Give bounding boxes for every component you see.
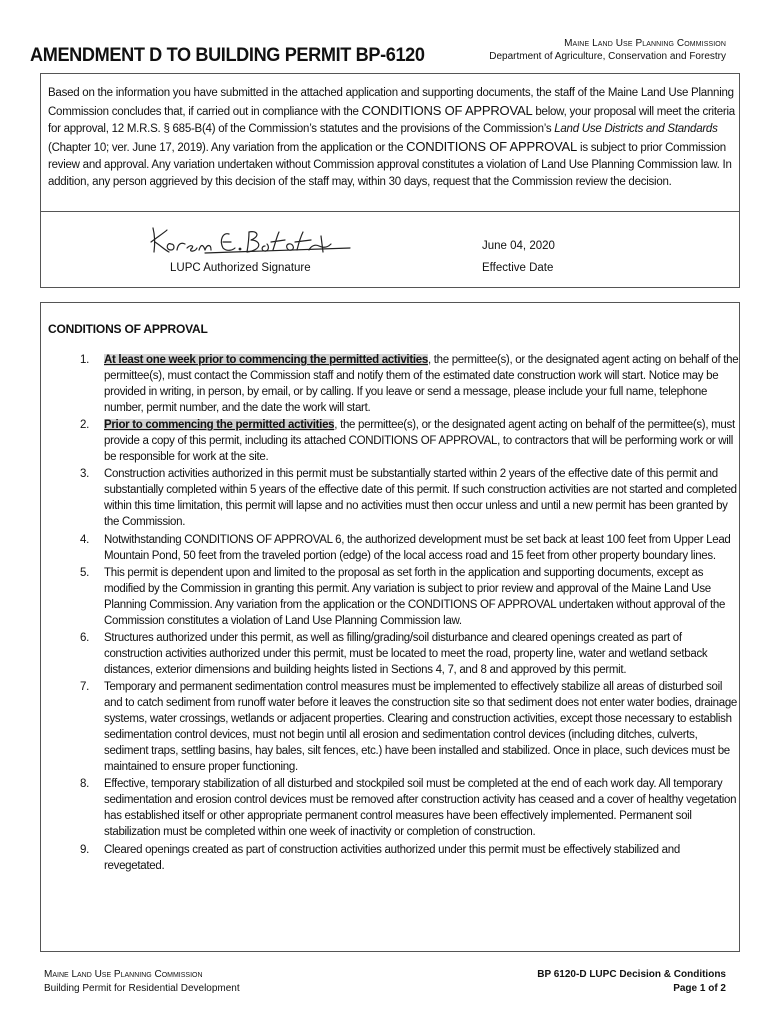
footer-permit-type: Building Permit for Residential Development — [44, 983, 240, 994]
footer-page-number: Page 1 of 2 — [673, 983, 726, 994]
condition-item — [72, 842, 740, 874]
intro-paragraph — [48, 85, 736, 191]
condition-number: 9. — [80, 843, 89, 856]
condition-number: 5. — [80, 566, 89, 579]
org-department: Department of Agriculture, Conservation and Forestry — [489, 51, 726, 62]
condition-text: Notwithstanding CONDITIONS OF APPROVAL 6, the authorized development must be set back at least 100 feet from Upper Lead Mountain Pond, 50 feet from the traveled portion (edge) of the local access road and 15 feet from other property boundary lines. — [104, 533, 731, 562]
condition-text: Temporary and permanent sedimentation control measures must be implemented to effectively stabilize all areas of disturbed soil and to catch sediment from runoff water before it leaves the construction site so that sediment does not enter water bodies, drainage systems, water crossings, wetlands or adjacent properties. Clearing and construction activities, except those necessary to establish sedimentation control devices, must not begin until all erosion and sedimentation control devices (including ditches, culverts, sediment traps, settling basins, hay bales, silt fences, etc.) have been installed and stabilized. Once in place, such devices must be maintained to ensure proper functioning. — [104, 681, 738, 774]
footer-document-id: BP 6120-D LUPC Decision & Conditions — [537, 969, 726, 980]
condition-text: This permit is dependent upon and limited to the proposal as set forth in the application and supporting documents, except as modified by the Commission in granting this permit. Any variation is subject to prior review and approval of the Maine Land Use Planning Commission. Any variation from the application or the CONDITIONS OF APPROVAL undertaken without approval of the Commission constitutes a violation of Land Use Planning Commission law. — [104, 566, 726, 627]
conditions-heading: CONDITIONS OF APPROVAL — [48, 322, 208, 336]
condition-number: 1. — [80, 354, 89, 366]
condition-number: 4. — [80, 533, 89, 546]
condition-lead-highlight: Prior to commencing the permitted activities — [104, 419, 335, 432]
condition-number: 8. — [80, 778, 89, 791]
condition-item — [72, 466, 740, 530]
org-header — [489, 37, 726, 63]
effective-date-value: June 04, 2020 — [482, 240, 555, 252]
condition-text: , the permittee(s), or the designated agent acting on behalf of the permittee(s), must provide a copy of this permit, including its attached CONDITIONS OF APPROVAL, to contractors that will be performing work or will be responsible for work at the site. — [104, 419, 735, 464]
condition-item — [72, 679, 740, 775]
footer-left — [44, 968, 240, 996]
condition-item — [72, 532, 740, 564]
condition-number: 7. — [80, 681, 89, 694]
effective-date-label: Effective Date — [482, 262, 554, 274]
condition-item — [72, 417, 740, 465]
intro-italic-title: Land Use Districts and Standards — [554, 123, 718, 135]
signature-label: LUPC Authorized Signature — [170, 262, 311, 274]
footer-org-name: Maine Land Use Planning Commission — [44, 969, 203, 980]
intro-text-2: below, your proposal will meet the criteria for approval, 12 M.R.S. § 685-B(4) of the Commission’s statutes and the provisions of the Commission’s — [48, 106, 735, 135]
condition-text: Construction activities authorized in this permit must be substantially started within 2 years of the effective date of this permit and substantially completed within 5 years of the effective date of this permit. If such construction activities are not started and completed within this time limitation, this permit will lapse and no activities must then occur unless and until a new permit has been granted by the Commission. — [104, 468, 737, 529]
intro-text-3: (Chapter 10; ver. June 17, 2019). Any variation from the application or the — [48, 142, 407, 154]
condition-text: Cleared openings created as part of construction activities authorized under this permit must be effectively stabilized and revegetated. — [104, 843, 680, 872]
intro-text-4: is subject to prior Commission review and approval. Any variation undertaken without Commission approval constitutes a violation of Land Use Planning Commission law. In addition, any person aggrieved by this decision of the staff may, within 30 days, request that the Commission review the decision. — [48, 142, 732, 188]
org-name: Maine Land Use Planning Commission — [564, 38, 726, 49]
intro-caps-2: CONDITIONS OF APPROVAL — [406, 139, 578, 154]
condition-item — [72, 352, 740, 416]
footer-right — [537, 968, 726, 996]
handwritten-signature — [145, 222, 355, 262]
condition-text: Structures authorized under this permit, as well as filling/grading/soil disturbance and cleared openings created as part of construction activities authorized under this permit, must be located to meet the road, property line, water and wetland setback distances, exterior dimensions and building heights listed in Sections 4, 7, and 8 and approved by this permit. — [104, 631, 708, 676]
condition-number: 3. — [80, 468, 89, 481]
intro-text-1: Based on the information you have submitted in the attached application and supporting documents, the staff of the Maine Land Use Planning Commission concludes that, if carried out in compliance with the — [48, 87, 734, 118]
condition-item — [72, 565, 740, 629]
condition-number: 6. — [80, 631, 89, 644]
condition-text: Effective, temporary stabilization of all disturbed and stockpiled soil must be completed at the end of each work day. All temporary sedimentation and erosion control devices must be removed after construction activity has ceased and a cover of healthy vegetation has established itself or other appropriate permanent control measures have been effectively implemented. Permanent soil stabilization must be completed within one week of inactivity or completion of construction. — [104, 778, 737, 839]
condition-text: , the permittee(s), or the designated agent acting on behalf of the permittee(s), must contact the Commission staff and notify them of the estimated date construction work will start. Notice may be provided in writing, in person, by email, or by calling. If you leave or send a message, please include your full name, telephone number, permit number, and the date the work will start. — [104, 354, 739, 414]
document-title: AMENDMENT D TO BUILDING PERMIT BP-6120 — [30, 44, 425, 66]
condition-item — [72, 630, 740, 678]
condition-number: 2. — [80, 419, 89, 432]
condition-lead-highlight: At least one week prior to commencing the permitted activities — [104, 354, 428, 366]
conditions-list — [72, 352, 740, 875]
intro-caps-1: CONDITIONS OF APPROVAL — [361, 103, 533, 118]
condition-item — [72, 776, 740, 840]
